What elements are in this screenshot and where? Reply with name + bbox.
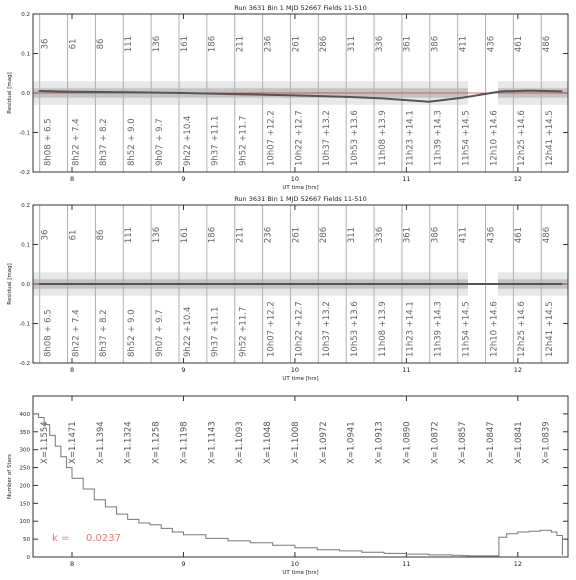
field-number-label: 461 xyxy=(514,226,525,244)
time-label: 12h25 +14.6 xyxy=(517,110,528,166)
y-tick-label: 400 xyxy=(19,411,30,418)
field-number-label: 36 xyxy=(40,229,51,241)
field-number-label: 111 xyxy=(124,226,135,244)
time-label: 8h37 + 8.2 xyxy=(99,118,110,166)
field-number-label: 286 xyxy=(319,226,330,244)
field-number-label: 61 xyxy=(68,38,79,50)
field-number-label: 136 xyxy=(151,226,162,244)
time-label: 8h52 + 9.0 xyxy=(127,309,138,357)
time-label: 11h23 +14.1 xyxy=(405,301,416,357)
time-label: 10h07 +12.2 xyxy=(266,301,277,357)
field-number-label: 186 xyxy=(207,226,218,244)
x-tick-label: 8 xyxy=(69,175,75,183)
y-tick-label: 0.0 xyxy=(21,282,30,288)
airmass-label: X=1.0941 xyxy=(346,421,357,464)
field-number-label: 236 xyxy=(263,226,274,244)
top-residual-panel xyxy=(7,4,568,191)
x-tick-label: 9 xyxy=(181,366,186,374)
time-label: 8h08 + 6.5 xyxy=(43,309,54,357)
field-number-label: 161 xyxy=(179,226,190,244)
star-count-panel xyxy=(7,396,568,576)
time-label: 11h54 +14.5 xyxy=(461,110,472,166)
field-number-label: 361 xyxy=(402,35,413,53)
field-number-label: 86 xyxy=(96,38,107,50)
y-tick-label: -0.2 xyxy=(19,361,30,367)
field-number-label: 211 xyxy=(235,226,246,244)
field-number-label: 411 xyxy=(458,226,469,244)
field-number-label: 136 xyxy=(151,35,162,53)
airmass-label: X=1.1143 xyxy=(207,421,218,464)
airmass-label: X=1.0839 xyxy=(541,421,552,464)
field-number-label: 211 xyxy=(235,35,246,53)
field-number-label: 311 xyxy=(347,35,357,53)
airmass-label: X=1.1324 xyxy=(123,421,134,464)
field-number-label: 486 xyxy=(542,35,553,53)
x-axis-label: UT time [hrs] xyxy=(282,185,319,191)
field-number-label: 36 xyxy=(40,38,51,50)
x-tick-label: 11 xyxy=(402,560,411,568)
y-tick-label: -0.2 xyxy=(19,170,30,176)
y-tick-label: -0.1 xyxy=(19,130,30,137)
field-number-label: 111 xyxy=(124,35,135,53)
field-number-label: 411 xyxy=(458,35,469,53)
time-label: 9h22 +10.4 xyxy=(182,306,193,357)
airmass-label: X=1.1394 xyxy=(95,421,106,464)
x-tick-label: 10 xyxy=(290,175,300,183)
x-tick-label: 10 xyxy=(290,560,300,568)
time-label: 11h39 +14.3 xyxy=(433,301,444,357)
k-label: k = xyxy=(52,533,70,544)
chart-title: Run 3631 Bin 1 MJD 52667 Fields 11-510 xyxy=(234,4,367,12)
time-label: 8h22 + 7.4 xyxy=(71,118,82,166)
airmass-label: X=1.0890 xyxy=(402,421,413,464)
airmass-label: X=1.0857 xyxy=(458,421,469,464)
y-tick-label: 150 xyxy=(19,501,30,508)
y-tick-label: 100 xyxy=(19,519,30,526)
time-label: 10h37 +13.2 xyxy=(322,110,333,166)
y-tick-label: 0.0 xyxy=(21,91,30,97)
time-label: 11h08 +13.9 xyxy=(377,301,388,357)
time-label: 9h07 + 9.7 xyxy=(154,309,165,357)
time-label: 11h08 +13.9 xyxy=(377,110,388,166)
airmass-label: X=1.0913 xyxy=(374,421,385,464)
time-label: 8h08 + 6.5 xyxy=(43,118,54,166)
y-tick-label: 300 xyxy=(19,447,30,454)
x-tick-label: 11 xyxy=(402,366,411,374)
y-tick-label: 0.2 xyxy=(21,203,30,209)
airmass-label: X=1.0972 xyxy=(318,421,329,464)
airmass-label: X=1.0872 xyxy=(430,421,441,464)
y-axis-label: Number of Stars xyxy=(7,453,13,500)
x-tick-label: 12 xyxy=(513,366,522,374)
time-label: 9h37 +11.1 xyxy=(210,306,221,357)
k-value: 0.0237 xyxy=(86,533,121,544)
field-number-label: 386 xyxy=(430,35,441,53)
field-number-label: 311 xyxy=(347,226,357,244)
time-label: 8h37 + 8.2 xyxy=(99,309,110,357)
x-tick-label: 12 xyxy=(513,560,522,568)
y-tick-label: 0 xyxy=(26,555,30,561)
airmass-label: X=1.1198 xyxy=(179,421,190,464)
field-number-label: 436 xyxy=(486,226,497,244)
field-number-label: 86 xyxy=(96,229,107,241)
y-tick-label: 50 xyxy=(23,537,30,544)
field-number-label: 336 xyxy=(374,226,385,244)
time-label: 10h07 +12.2 xyxy=(266,110,277,166)
x-tick-label: 9 xyxy=(181,175,186,183)
y-tick-label: 200 xyxy=(19,483,30,490)
x-tick-label: 11 xyxy=(402,175,411,183)
field-number-label: 436 xyxy=(486,35,497,53)
time-label: 8h22 + 7.4 xyxy=(71,309,82,357)
x-tick-label: 8 xyxy=(69,366,75,374)
field-number-label: 186 xyxy=(207,35,218,53)
field-number-label: 286 xyxy=(319,35,330,53)
time-label: 10h37 +13.2 xyxy=(322,301,333,357)
bottom-residual-panel xyxy=(7,195,568,382)
field-number-label: 386 xyxy=(430,226,441,244)
y-tick-label: 0.1 xyxy=(21,51,30,58)
field-number-label: 336 xyxy=(374,35,385,53)
time-label: 9h37 +11.1 xyxy=(210,115,221,166)
airmass-label: X=1.1048 xyxy=(263,421,274,464)
y-tick-label: 0.1 xyxy=(21,242,30,249)
x-tick-label: 12 xyxy=(513,175,522,183)
time-label: 10h22 +12.7 xyxy=(294,301,305,357)
airmass-label: X=1.1258 xyxy=(151,421,162,464)
airmass-label: X=1.1471 xyxy=(68,421,79,464)
y-axis-label: Residual [mag] xyxy=(7,72,13,114)
time-label: 11h39 +14.3 xyxy=(433,110,444,166)
field-number-label: 261 xyxy=(291,35,302,53)
y-tick-label: -0.1 xyxy=(19,321,30,328)
time-label: 9h22 +10.4 xyxy=(182,115,193,166)
x-tick-label: 10 xyxy=(290,366,300,374)
time-label: 12h41 +14.5 xyxy=(545,301,556,357)
field-number-label: 161 xyxy=(179,35,190,53)
y-tick-label: 0.2 xyxy=(21,12,30,18)
y-axis-label: Residual [mag] xyxy=(7,263,13,305)
field-number-label: 236 xyxy=(263,35,274,53)
time-label: 12h41 +14.5 xyxy=(545,110,556,166)
airmass-label: X=1.0841 xyxy=(513,421,524,464)
time-label: 11h54 +14.5 xyxy=(461,301,472,357)
time-label: 11h23 +14.1 xyxy=(405,110,416,166)
x-axis-label: UT time [hrs] xyxy=(282,570,319,576)
x-tick-label: 9 xyxy=(181,560,186,568)
field-number-label: 486 xyxy=(542,226,553,244)
time-label: 12h10 +14.6 xyxy=(489,301,500,357)
airmass-label: X=1.1554 xyxy=(40,421,51,464)
time-label: 10h53 +13.6 xyxy=(350,110,360,166)
time-label: 10h53 +13.6 xyxy=(350,301,360,357)
chart-title: Run 3631 Bin 1 MJD 52667 Fields 11-510 xyxy=(234,195,367,203)
airmass-label: X=1.0847 xyxy=(485,421,496,464)
time-label: 9h52 +11.7 xyxy=(238,115,249,166)
y-tick-label: 250 xyxy=(19,465,30,472)
y-tick-label: 350 xyxy=(19,429,30,436)
x-tick-label: 8 xyxy=(69,560,75,568)
time-label: 12h10 +14.6 xyxy=(489,110,500,166)
field-number-label: 461 xyxy=(514,35,525,53)
time-label: 12h25 +14.6 xyxy=(517,301,528,357)
time-label: 9h07 + 9.7 xyxy=(154,118,165,166)
time-label: 8h52 + 9.0 xyxy=(127,118,138,166)
field-number-label: 61 xyxy=(68,229,79,241)
field-number-label: 261 xyxy=(291,226,302,244)
field-number-label: 361 xyxy=(402,226,413,244)
airmass-label: X=1.1008 xyxy=(290,421,301,464)
x-axis-label: UT time [hrs] xyxy=(282,376,319,382)
airmass-label: X=1.1093 xyxy=(235,421,246,464)
time-label: 9h52 +11.7 xyxy=(238,306,249,357)
time-label: 10h22 +12.7 xyxy=(294,110,305,166)
